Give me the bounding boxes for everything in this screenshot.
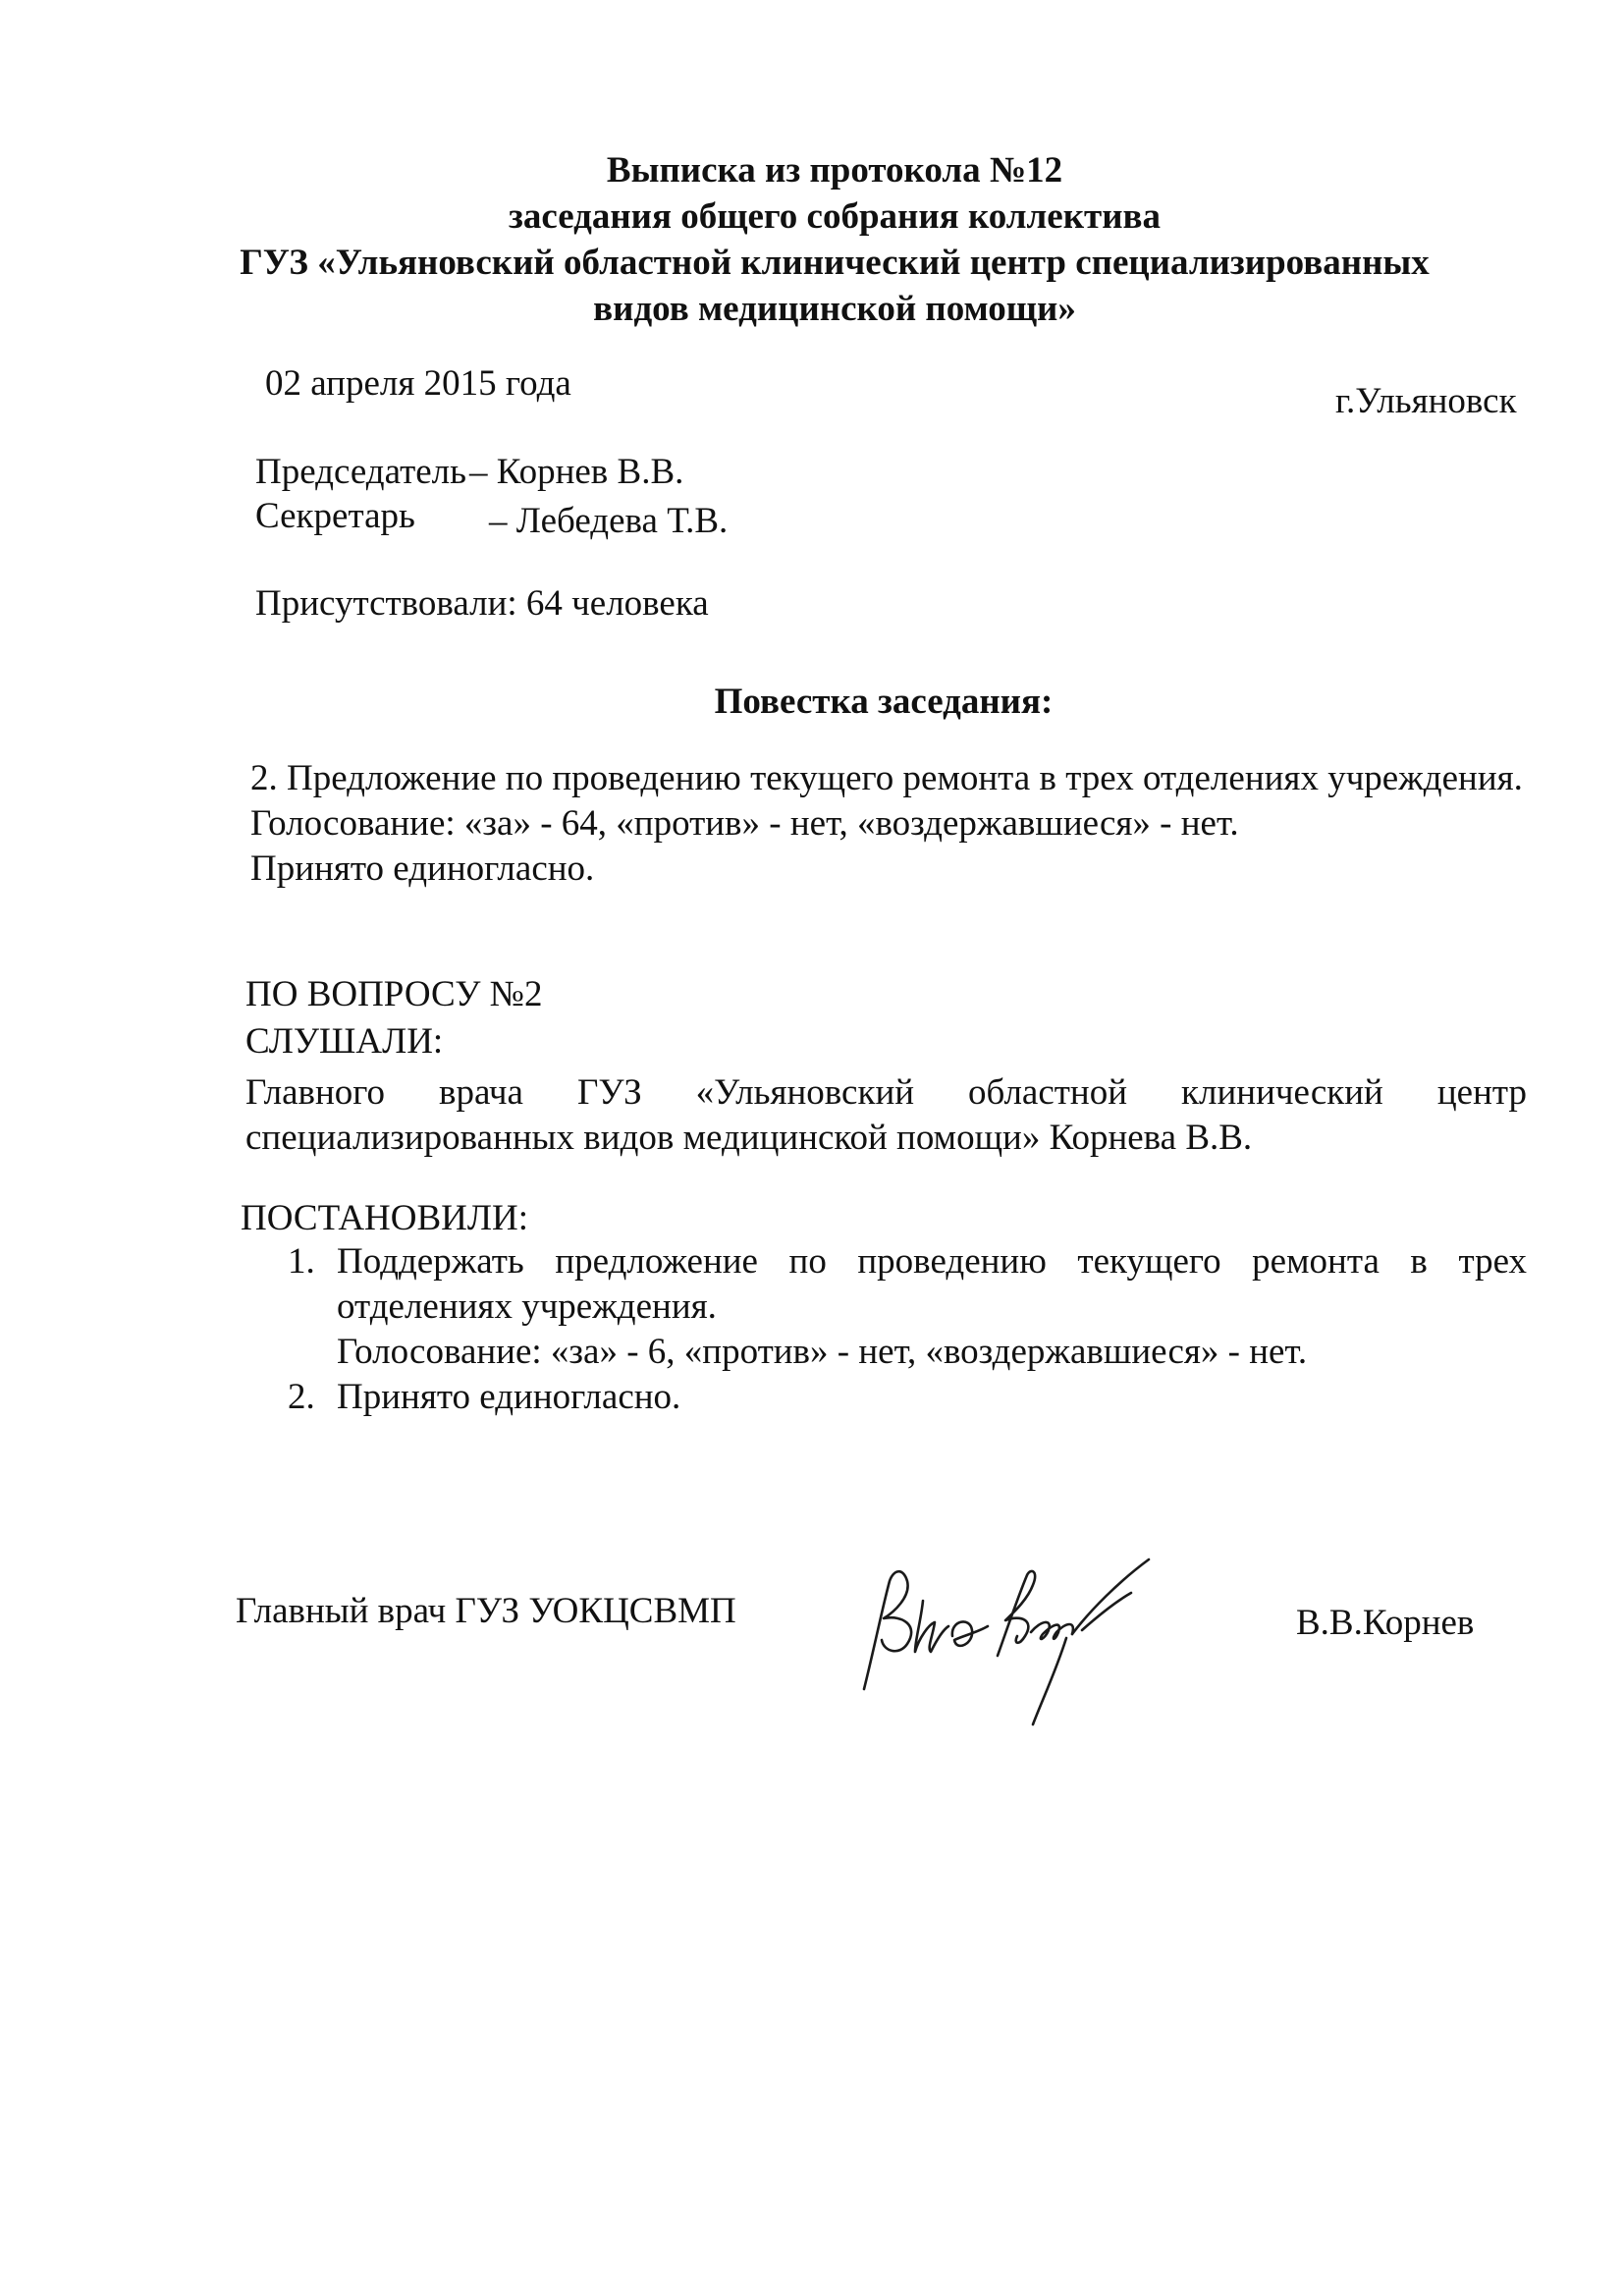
resolution-item-vote: Голосование: «за» - 6, «против» - нет, «воздержавшиеся» - нет. [337,1332,1308,1372]
document-title [147,147,1522,332]
handwritten-signature [825,1542,1217,1738]
chair-label: Председатель [255,452,467,492]
title-line-1: Выписка из протокола №12 [606,150,1063,191]
attendance: Присутствовали: 64 человека [255,583,709,624]
agenda-section [250,756,1532,892]
agenda-heading: Повестка заседания: [714,682,1054,722]
resolution-item-number: 1. [288,1241,315,1282]
resolution-item [239,1375,1527,1420]
title-line-4: видов медицинской помощи» [593,289,1076,329]
title-line-2: заседания общего собрания коллектива [508,196,1162,237]
resolution-item-text: Поддержать предложение по проведению текущего ремонта в трех отделениях учреждения. [337,1241,1527,1327]
agenda-vote: Голосование: «за» - 64, «против» - нет, «воздержавшиеся» - нет. [250,803,1239,844]
heard-text: Главного врача ГУЗ «Ульяновский областной клинический центр специализированных видов медицинской помощи» Корнева В.В. [245,1072,1527,1158]
resolution-item-number: 2. [288,1377,315,1417]
question-heading: ПО ВОПРОСУ №2 [245,974,543,1014]
resolution-item-text: Принято единогласно. [337,1377,681,1417]
signatory-role: Главный врач ГУЗ УОКЦСВМП [236,1591,736,1631]
resolution-heading: ПОСТАНОВИЛИ: [241,1198,528,1238]
meeting-date: 02 апреля 2015 года [265,363,571,404]
meeting-city: г.Ульяновск [1335,381,1517,421]
heard-label: СЛУШАЛИ: [245,1021,444,1062]
secretary-label: Секретарь [255,496,415,536]
resolution-item [239,1239,1527,1375]
chair-value: – Корнев В.В. [469,452,684,492]
signatory-name: В.В.Корнев [1296,1603,1475,1643]
agenda-result: Принято единогласно. [250,848,595,889]
agenda-item: 2. Предложение по проведению текущего ремонта в трех отделениях учреждения. [250,758,1523,798]
secretary-value: – Лебедева Т.В. [489,501,729,541]
resolution-list [239,1239,1527,1420]
title-line-3: ГУЗ «Ульяновский областной клинический центр специализированных [240,243,1430,283]
